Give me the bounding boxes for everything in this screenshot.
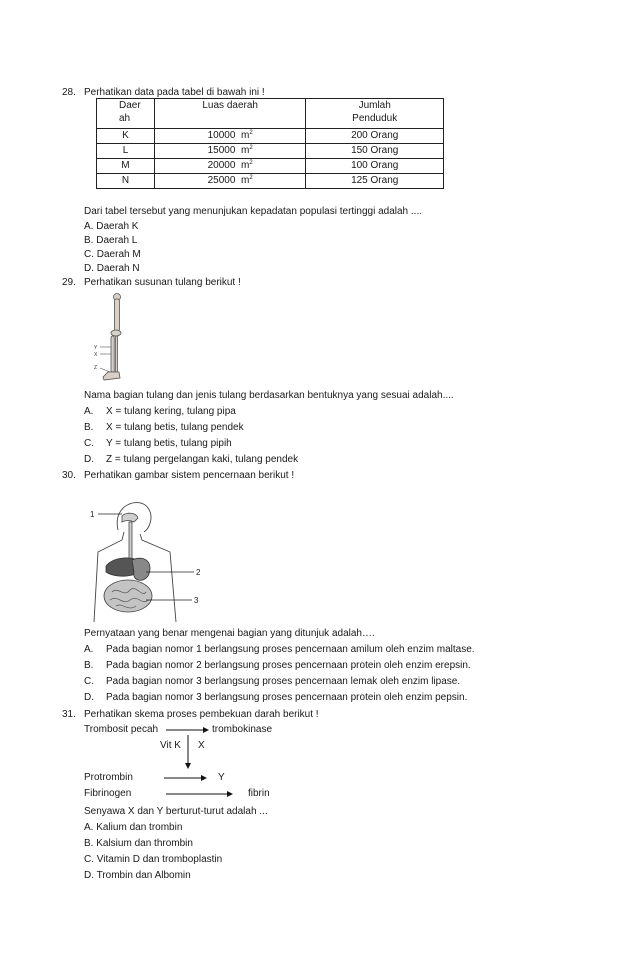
header-text: Penduduk (352, 113, 398, 124)
question-prompt: Perhatikan skema proses pembekuan darah berikut ! (84, 709, 319, 720)
option-letter: D. (84, 454, 94, 465)
answer-option-a[interactable]: A. Daerah K (84, 221, 139, 232)
population-cell: 100 Orang (306, 159, 444, 174)
header-text: Jumlah (358, 100, 391, 111)
region-cell: M (97, 159, 155, 174)
question-prompt: Perhatikan susunan tulang berikut ! (84, 277, 241, 288)
answer-option-a[interactable]: A. Kalium dan trombin (84, 822, 183, 833)
question-prompt: Perhatikan gambar sistem pencernaan berikut ! (84, 470, 295, 481)
scheme-fibrin: fibrin (248, 788, 270, 799)
area-cell: 25000 $m^2$ (154, 174, 305, 189)
answer-option-a-text[interactable]: X = tulang kering, tulang pipa (106, 406, 236, 417)
bone-label-z: Z (94, 365, 98, 371)
option-letter: C. (84, 438, 94, 449)
question-number: 31. (62, 709, 76, 720)
answer-option-d-text[interactable]: Pada bagian nomor 3 berlangsung proses pencernaan protein oleh enzim pepsin. (106, 692, 468, 703)
question-number: 28. (62, 87, 76, 98)
bone-label-x: X (94, 352, 98, 358)
option-letter: C. (84, 676, 94, 687)
area-cell: 20000 $m^2$ (154, 159, 305, 174)
table-header-cell: Luas daerah (154, 99, 305, 129)
scheme-fibrinogen: Fibrinogen (84, 788, 132, 799)
answer-option-c-text[interactable]: Pada bagian nomor 3 berlangsung proses pencernaan lemak oleh enzim lipase. (106, 676, 461, 687)
header-text: Daer (119, 100, 141, 111)
answer-option-c[interactable]: C. Vitamin D dan tromboplastin (84, 854, 223, 865)
answer-option-c[interactable]: C. Daerah M (84, 249, 141, 260)
answer-option-c-text[interactable]: Y = tulang betis, tulang pipih (106, 438, 232, 449)
scheme-vitk: Vit K (160, 740, 181, 751)
question-number: 29. (62, 277, 76, 288)
question-text: Nama bagian tulang dan jenis tulang berdasarkan bentuknya yang sesuai adalah.... (84, 390, 454, 401)
region-cell: N (97, 174, 155, 189)
option-letter: A. (84, 406, 94, 417)
question-text: Pernyataan yang benar mengenai bagian yang ditunjuk adalah…. (84, 628, 375, 639)
digestive-label-2: 2 (196, 568, 201, 577)
population-cell: 150 Orang (306, 144, 444, 159)
option-letter: A. (84, 644, 94, 655)
question-text: Senyawa X dan Y berturut-turut adalah ... (84, 806, 268, 817)
answer-option-d[interactable]: D. Daerah N (84, 263, 140, 274)
answer-option-b[interactable]: B. Daerah L (84, 235, 138, 246)
digestive-label-3: 3 (194, 596, 199, 605)
answer-option-a-text[interactable]: Pada bagian nomor 1 berlangsung proses pencernaan amilum oleh enzim maltase. (106, 644, 475, 655)
scheme-protrombin: Protrombin (84, 772, 133, 783)
area-cell: 15000 $m^2$ (154, 144, 305, 159)
digestive-label-1: 1 (90, 510, 95, 519)
answer-option-b[interactable]: B. Kalsium dan thrombin (84, 838, 193, 849)
bone-label-y: Y (94, 345, 98, 351)
question-number: 30. (62, 470, 76, 481)
scheme-trombosit: Trombosit pecah (84, 724, 159, 735)
region-cell: K (97, 129, 155, 144)
population-cell: 200 Orang (306, 129, 444, 144)
answer-option-b-text[interactable]: X = tulang betis, tulang pendek (106, 422, 244, 433)
question-text: Dari tabel tersebut yang menunjukan kepadatan populasi tertinggi adalah .... (84, 206, 423, 217)
scheme-arrow-lines (164, 730, 232, 794)
region-cell: L (97, 144, 155, 159)
question-prompt: Perhatikan data pada tabel di bawah ini ! (84, 87, 265, 98)
answer-option-d-text[interactable]: Z = tulang pergelangan kaki, tulang pendek (106, 454, 299, 465)
option-letter: D. (84, 692, 94, 703)
header-text: ah (119, 113, 131, 124)
option-letter: B. (84, 422, 94, 433)
answer-option-b-text[interactable]: Pada bagian nomor 2 berlangsung proses pencernaan protein oleh enzim erepsin. (106, 660, 471, 671)
answer-option-d[interactable]: D. Trombin dan Albomin (84, 870, 191, 881)
option-letter: B. (84, 660, 94, 671)
scheme-y: Y (218, 772, 225, 783)
scheme-x: X (198, 740, 205, 751)
area-cell: 10000 $m^2$ (154, 129, 305, 144)
scheme-trombokinase: trombokinase (212, 724, 273, 735)
population-cell: 125 Orang (306, 174, 444, 189)
